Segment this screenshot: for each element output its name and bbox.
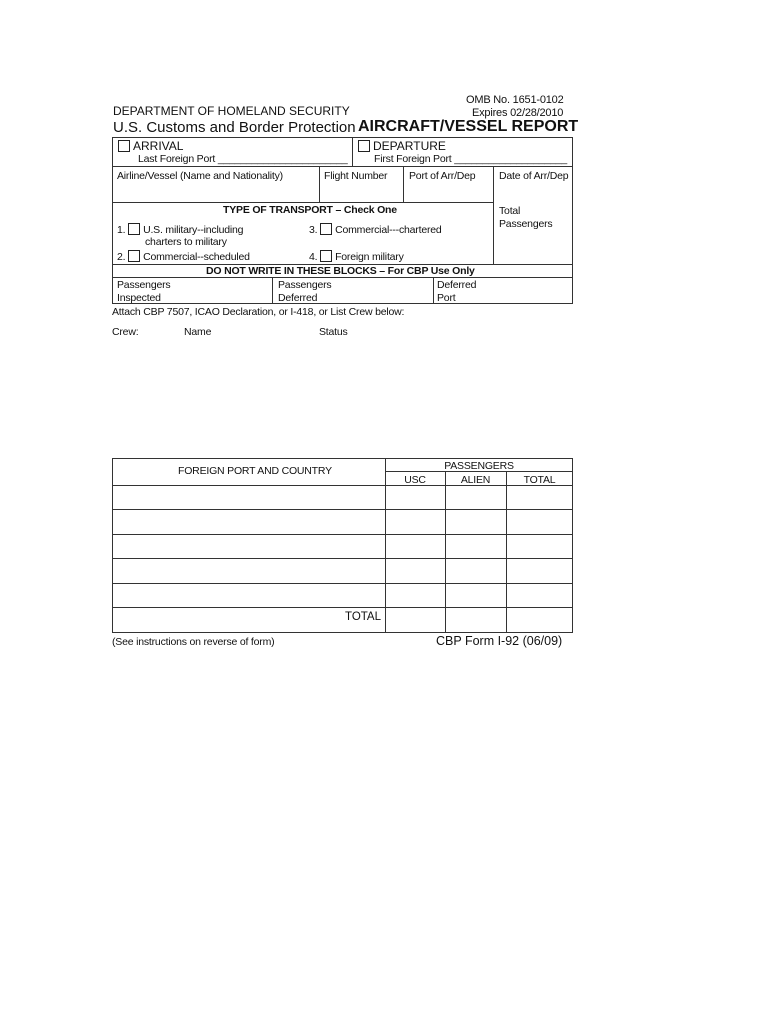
departure-checkbox[interactable]: [358, 140, 370, 152]
crew-status-label: Status: [319, 326, 348, 338]
department-name: DEPARTMENT OF HOMELAND SECURITY: [113, 104, 350, 118]
airline-vessel-field[interactable]: Airline/Vessel (Name and Nationality): [117, 170, 283, 182]
total-row-label: TOTAL: [345, 611, 381, 623]
last-foreign-port-field[interactable]: _______________________: [217, 153, 348, 165]
passengers-heading: PASSENGERS: [444, 460, 514, 472]
transport-option-2[interactable]: 2. Commercial--scheduled: [117, 251, 250, 263]
passengers-inspected-label-a: Passengers: [117, 279, 171, 291]
alien-heading: ALIEN: [460, 474, 491, 486]
first-foreign-port: First Foreign Port ____________________: [374, 153, 568, 165]
foreign-port-heading: FOREIGN PORT AND COUNTRY: [178, 465, 332, 477]
transport-option-4[interactable]: 4. Foreign military: [309, 251, 404, 263]
cbp-use-only-title: DO NOT WRITE IN THESE BLOCKS – For CBP Use Only: [206, 265, 475, 277]
port-field[interactable]: Port of Arr/Dep: [409, 170, 476, 182]
arrival-label: ARRIVAL: [133, 139, 184, 153]
instructions-note: (See instructions on reverse of form): [112, 636, 275, 648]
transport-checkbox-1[interactable]: [128, 223, 140, 235]
transport-checkbox-3[interactable]: [320, 223, 332, 235]
omb-number: OMB No. 1651-0102: [466, 94, 564, 106]
expiration-date: Expires 02/28/2010: [472, 107, 564, 119]
transport-option-1-sub: charters to military: [145, 236, 227, 248]
last-foreign-port: Last Foreign Port _______________________: [138, 153, 348, 165]
passengers-inspected-label-b: Inspected: [117, 292, 161, 304]
crew-label: Crew:: [112, 326, 139, 338]
total-passengers-label-a: Total: [499, 205, 521, 217]
transport-title: TYPE OF TRANSPORT – Check One: [223, 204, 397, 216]
first-foreign-port-field[interactable]: ____________________: [454, 153, 568, 165]
departure-label: DEPARTURE: [373, 139, 446, 153]
passengers-deferred-label-a: Passengers: [278, 279, 332, 291]
date-field[interactable]: Date of Arr/Dep: [499, 170, 569, 182]
transport-option-1[interactable]: 1. U.S. military--including: [117, 224, 244, 236]
transport-checkbox-4[interactable]: [320, 250, 332, 262]
total-heading: TOTAL: [523, 474, 556, 486]
transport-checkbox-2[interactable]: [128, 250, 140, 262]
arrival-checkbox[interactable]: [118, 140, 130, 152]
deferred-port-label-a: Deferred: [437, 279, 477, 291]
arrival-option[interactable]: [118, 139, 183, 153]
attach-instructions: Attach CBP 7507, ICAO Declaration, or I-418, or List Crew below:: [112, 306, 405, 318]
form-number: CBP Form I-92 (06/09): [436, 634, 563, 648]
departure-option[interactable]: [358, 139, 446, 153]
total-passengers-label-b: Passengers: [499, 218, 553, 230]
deferred-port-label-b: Port: [437, 292, 456, 304]
usc-heading: USC: [404, 474, 426, 486]
passengers-deferred-label-b: Deferred: [278, 292, 318, 304]
flight-number-field[interactable]: Flight Number: [324, 170, 388, 182]
crew-name-label: Name: [184, 326, 212, 338]
transport-option-3[interactable]: 3. Commercial---chartered: [309, 224, 442, 236]
agency-name: U.S. Customs and Border Protection: [113, 119, 356, 136]
form-title: AIRCRAFT/VESSEL REPORT: [358, 118, 579, 135]
